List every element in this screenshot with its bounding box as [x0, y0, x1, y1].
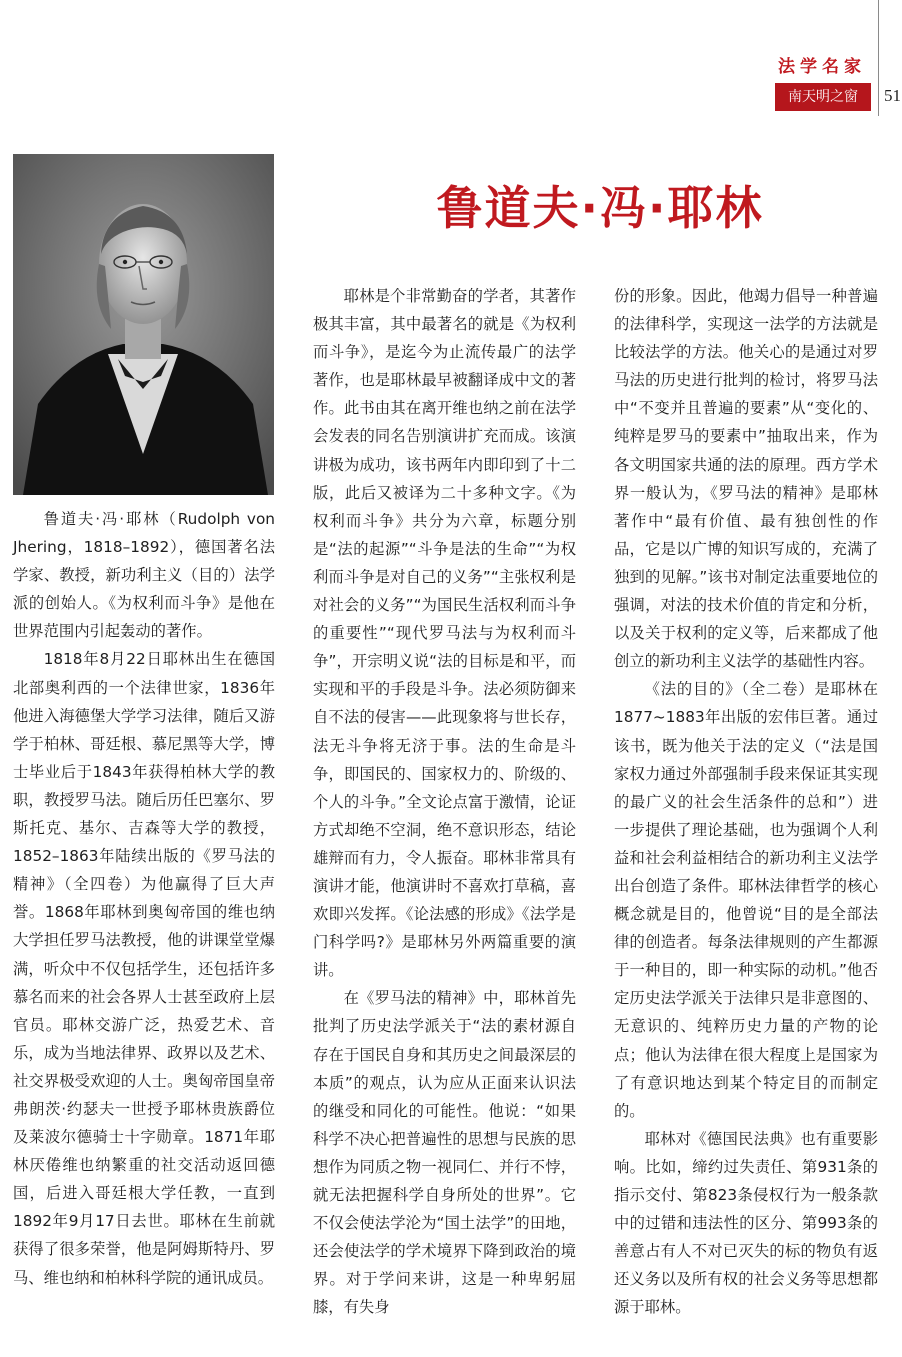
left-column [13, 505, 275, 1292]
body-paragraph: 《法的目的》（全二卷）是耶林在1877~1883年出版的宏伟巨著。通过该书，既为他关于法的定义（“法是国家权力通过外部强制手段来保证其实现的最广义的社会生活条件的总和”）进一步提供了理论基础，也为强调个人利益和社会利益相结合的新功利主义法学出台创造了条件。耶林法律哲学的核心概念就是目的，他曾说“目的是全部法律的创造者。每条法律规则的产生都源于一种目的，即一种实际的动机。”他否定历史法学派关于法律只是非意图的、无意识的、纯粹历史力量的产物的论点；他认为法律在很大程度上是国家为了有意识地达到某个特定目的而制定的。 [614, 680, 878, 1120]
portrait-photo [13, 154, 274, 495]
header-rule [878, 0, 879, 116]
right-column [614, 282, 878, 1321]
portrait-caption: 鲁道夫·冯·耶林（Rudolph von Jhering，1818–1892），德国著名法学家、教授，新功利主义（目的）法学派的创始人。《为权利而斗争》是他在世界范围内引起轰动的著作。 [13, 510, 275, 641]
body-paragraph: 在《罗马法的精神》中，耶林首先批判了历史法学派关于“法的素材源自存在于国民自身和其历史之间最深层的本质”的观点，认为应从正面来认识法的继受和同化的可能性。他说：“如果科学不决心把普遍性的思想与民族的思想作为同质之物一视同仁、并行不悖，就无法把握科学自身所处的世界”。它不仅会使法学沦为“国土法学”的田地，还会使法学的学术境界下降到政治的境界。对于学问来讲，这是一种卑躬屈膝，有失身 [313, 989, 576, 1317]
article-title: 鲁道夫·冯·耶林 [436, 181, 764, 235]
page-number: 51 [884, 86, 901, 105]
body-paragraph: 1818年8月22日耶林出生在德国北部奥利西的一个法律世家，1836年他进入海德堡大学学习法律，随后又游学于柏林、哥廷根、慕尼黑等大学，博士毕业后于1843年获得柏林大学的教职，教授罗马法。随后历任巴塞尔、罗斯托克、基尔、吉森等大学的教授，1852–1863年陆续出版的《罗马法的精神》（全四卷）为他赢得了巨大声誉。1868年耶林到奥匈帝国的维也纳大学担任罗马法教授，他的讲课堂堂爆满，听众中不仅包括学生，还包括许多慕名而来的社会各界人士甚至政府上层官员。耶林交游广泛，热爱艺术、音乐，成为当地法律界、政界以及艺术、社交界极受欢迎的人士。奥匈帝国皇帝弗朗茨·约瑟夫一世授予耶林贵族爵位及莱波尔德骑士十字勋章。1871年耶林厌倦维也纳繁重的社交活动返回德国，后进入哥廷根大学任教，一直到1892年9月17日去世。耶林在生前就获得了很多荣誉，他是阿姆斯特丹、罗马、维也纳和柏林科学院的通讯成员。 [13, 650, 275, 1287]
body-paragraph: 耶林是个非常勤奋的学者，其著作极其丰富，其中最著名的就是《为权利而斗争》，是迄今为止流传最广的法学著作，也是耶林最早被翻译成中文的著作。此书由其在离开维也纳之前在法学会发表的同名告别演讲扩充而成。该演讲极为成功，该书两年内即印到了十二版，此后又被译为二十多种文字。《为权利而斗争》共分为六章，标题分别是“法的起源”“斗争是法的生命”“为权利而斗争是对自己的义务”“主张权利是对社会的义务”“为国民生活权利而斗争的重要性”“现代罗马法与为权利而斗争”，开宗明义说“法的目标是和平，而实现和平的手段是斗争。法必须防御来自不法的侵害——此现象将与世长存，法无斗争将无济于事。法的生命是斗争，即国民的、国家权力的、阶级的、个人的斗争。”全文论点富于激情，论证方式却绝不空洞，绝不意识形态，结论雄辩而有力，令人振奋。耶林非常具有演讲才能，他演讲时不喜欢打草稿，喜欢即兴发挥。《论法感的形成》《法学是门科学吗?》是耶林另外两篇重要的演讲。 [313, 287, 576, 980]
body-paragraph: 份的形象。因此，他竭力倡导一种普遍的法律科学，实现这一法学的方法就是比较法学的方法。他关心的是通过对罗马法的历史进行批判的检讨，将罗马法中“不变并且普遍的要素”从“变化的、纯粹是罗马的要素中”抽取出来，作为各文明国家共通的法的原理。西方学术界一般认为，《罗马法的精神》是耶林著作中“最有价值、最有独创性的作品，它是以广博的知识写成的，充满了独到的见解。”该书对制定法重要地位的强调，对法的技术价值的肯定和分析，以及关于权利的定义等，后来都成了他创立的新功利主义法学的基础性内容。 [614, 287, 878, 671]
column-tag: 南天明之窗 [775, 83, 871, 111]
middle-column [313, 282, 576, 1321]
body-paragraph: 耶林对《德国民法典》也有重要影响。比如，缔约过失责任、第931条的指示交付、第823条侵权行为一般条款中的过错和违法性的区分、第993条的善意占有人不对已灭失的标的物负有返还义务以及所有权的社会义务等思想都源于耶林。 [614, 1129, 878, 1317]
section-label: 法学名家 [778, 57, 866, 77]
